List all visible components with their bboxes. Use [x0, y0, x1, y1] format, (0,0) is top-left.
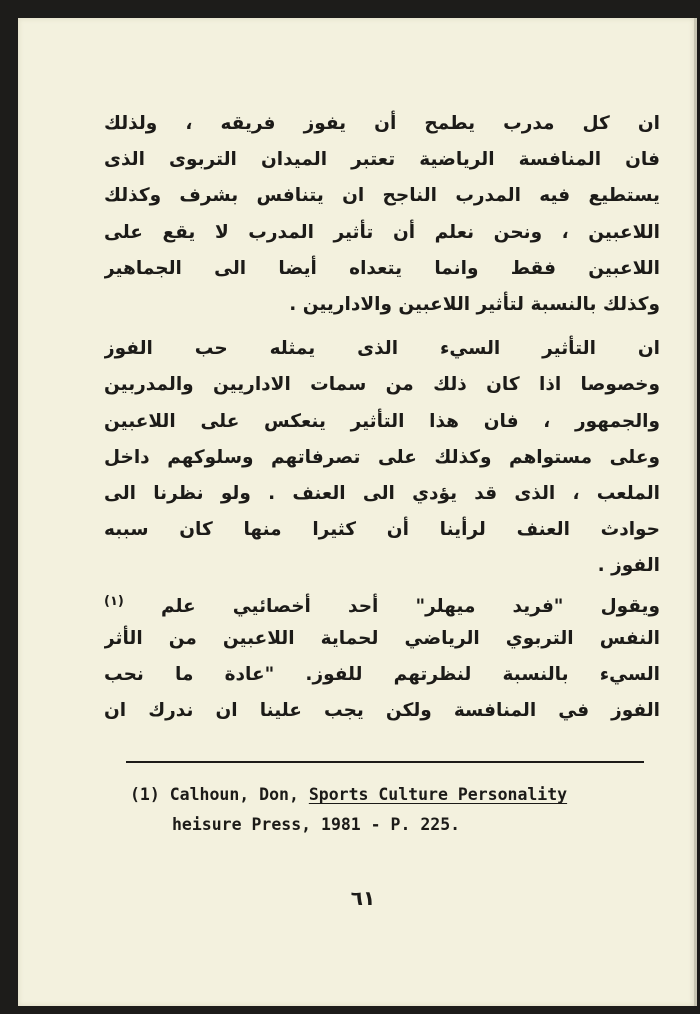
- text-line: اللاعبين ، ونحن نعلم أن تأثير المدرب لا يقع على: [104, 221, 660, 243]
- text-line: وخصوصا اذا كان ذلك من سمات الاداريين والمدربين: [104, 374, 660, 396]
- text-line-with-footnote: [104, 584, 660, 620]
- text-line: فان المنافسة الرياضية تعتبر الميدان التربوى الذى: [104, 149, 660, 171]
- text-line: الملعب ، الذى قد يؤدي الى العنف . ولو نظرنا الى: [104, 482, 660, 504]
- paragraph-1: [104, 106, 660, 323]
- footnote-author: Calhoun, Don,: [169, 785, 299, 804]
- text-line: ان كل مدرب يطمح أن يفوز فريقه ، ولذلك: [104, 113, 660, 134]
- text-line: ان التأثير السيء الذى يمثله حب الفوز: [104, 338, 660, 360]
- footnote-number: (1): [130, 785, 160, 804]
- footnote-divider: [126, 761, 644, 763]
- text-line: ويقول "فريد ميهلر" أحد أخصائيي علم: [160, 596, 660, 618]
- text-line: النفس التربوي الرياضي لحماية اللاعبين من الأثر: [104, 627, 660, 649]
- text-line: الفوز .: [597, 555, 660, 577]
- text-line: الفوز في المنافسة ولكن يجب علينا ان ندرك ان: [104, 700, 660, 721]
- footnote: [130, 780, 670, 840]
- paragraph-3: [104, 584, 660, 729]
- footnote-title: Sports Culture Personality: [308, 785, 568, 804]
- body-text: [104, 106, 660, 729]
- text-line: يستطيع فيه المدرب الناجح ان يتنافس بشرف وكذلك: [104, 185, 660, 207]
- text-line: السيء بالنسبة لنظرتهم للفوز. "عادة ما نحب: [104, 663, 660, 685]
- text-line: وكذلك بالنسبة لتأثير اللاعبين والاداريين .: [289, 293, 660, 315]
- text-line: اللاعبين فقط وانما يتعداه أيضا الى الجماهير: [104, 257, 660, 279]
- page-number: ٦١: [350, 886, 376, 910]
- footnote-line-1: [130, 780, 670, 810]
- text-line: وعلى مستواهم وكذلك على تصرفاتهم وسلوكهم داخل: [104, 446, 660, 468]
- footnote-marker: (١): [104, 594, 124, 610]
- footnote-publisher: heisure Press, 1981 - P. 225.: [172, 815, 461, 834]
- text-line: والجمهور ، فان هذا التأثير ينعكس على اللاعبين: [104, 410, 660, 432]
- text-line: حوادث العنف لرأينا أن كثيرا منها كان سببه: [104, 519, 660, 541]
- book-page: [18, 18, 697, 1006]
- paragraph-2: [104, 331, 660, 584]
